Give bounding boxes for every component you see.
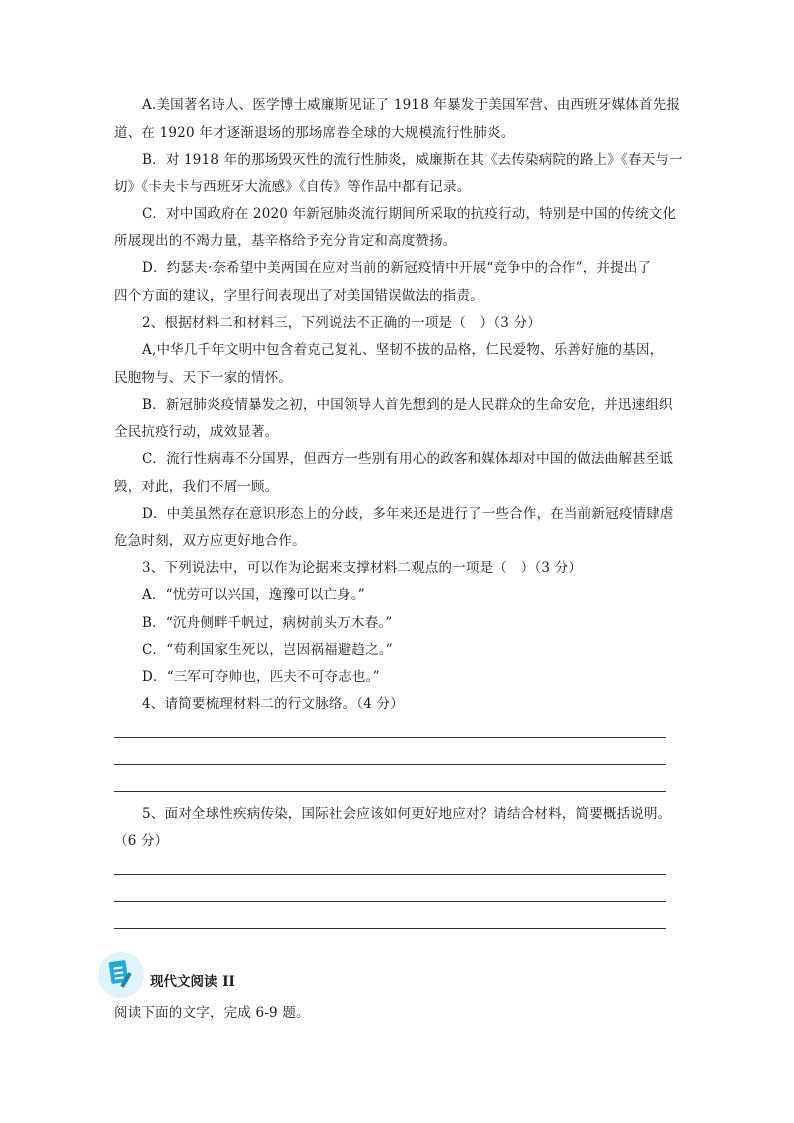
section-instruction: 阅读下面的文字，完成 6-9 题。 — [114, 1005, 310, 1021]
q5-answer-line[interactable] — [114, 874, 666, 875]
q2-stem: 2、根据材料二和材料三，下列说法不正确的一项是（ ）（3 分） — [142, 315, 541, 331]
q4-answer-line[interactable] — [114, 764, 666, 765]
q1-option-a-line1: A.美国著名诗人、医学博士威廉斯见证了 1918 年暴发于美国军营、由西班牙媒体首先报 — [142, 97, 681, 113]
q2-option-c-line1: C．流行性病毒不分国界，但西方一些别有用心的政客和媒体却对中国的做法曲解甚至诋 — [142, 451, 674, 467]
q1-option-c-line2: 所展现出的不竭力量，基辛格给予充分肯定和高度赞扬。 — [114, 233, 457, 249]
q2-option-a-line1: A,中华几千年文明中包含着克己复礼、坚韧不拔的品格，仁民爱物、乐善好施的基因， — [142, 342, 664, 358]
q1-option-b-line2: 切》《卡夫卡与西班牙大流感》《自传》等作品中都有记录。 — [114, 179, 471, 195]
q3-option-c: C．“苟利国家生死以，岂因祸福避趋之。” — [142, 642, 393, 658]
q3-option-d: D．“三军可夺帅也，匹夫不可夺志也。” — [142, 669, 380, 685]
q2-option-d-line1: D．中美虽然存在意识形态上的分歧，多年来还是进行了一些合作，在当前新冠疫情肆虐 — [142, 506, 674, 522]
q3-option-a: A．“忧劳可以兴国，逸豫可以亡身。” — [142, 587, 365, 603]
q2-option-d-line2: 危急时刻，双方应更好地合作。 — [114, 533, 306, 549]
q5-stem-line1: 5、面对全球性疾病传染，国际社会应该如何更好地应对？请结合材料，简要概括说明。 — [142, 806, 672, 822]
q3-stem: 3、下列说法中，可以作为论据来支撑材料二观点的一项是（ ）（3 分） — [142, 560, 583, 576]
q5-answer-line[interactable] — [114, 928, 666, 929]
q2-option-b-line1: B．新冠肺炎疫情暴发之初，中国领导人首先想到的是人民群众的生命安危，并迅速组织 — [142, 397, 673, 413]
q2-option-c-line2: 毁，对此，我们不屑一顾。 — [114, 479, 279, 495]
q1-option-b-line1: B．对 1918 年的那场毁灭性的流行性肺炎，威廉斯在其《去传染病院的路上》《春天与一 — [142, 152, 683, 168]
q5-answer-line[interactable] — [114, 901, 666, 902]
q4-answer-line[interactable] — [114, 737, 666, 738]
section-title: 现代文阅读 II — [150, 974, 235, 990]
q2-option-a-line2: 民胞物与、天下一家的情怀。 — [114, 370, 293, 386]
q1-option-c-line1: C．对中国政府在 2020 年新冠肺炎流行期间所采取的抗疫行动，特别是中国的传统文化 — [142, 206, 677, 222]
q4-answer-line[interactable] — [114, 791, 666, 792]
q1-option-d-line1: D．约瑟夫·奈希望中美两国在应对当前的新冠疫情中开展“竞争中的合作”，并提出了 — [142, 260, 652, 276]
q5-stem-line2: （6 分） — [114, 833, 169, 849]
q2-option-b-line2: 全民抗疫行动，成效显著。 — [114, 424, 279, 440]
q4-stem: 4、请简要梳理材料二的行文脉络。（4 分） — [142, 696, 404, 712]
q1-option-d-line2: 四个方面的建议，字里行间表现出了对美国错误做法的指责。 — [114, 288, 484, 304]
q1-option-a-line2: 道、在 1920 年才逐渐退场的那场席卷全球的大规模流行性肺炎。 — [114, 125, 515, 141]
notebook-pen-icon — [98, 952, 144, 998]
q3-option-b: B．“沉舟侧畔千帆过，病树前头万木春。” — [142, 615, 393, 631]
